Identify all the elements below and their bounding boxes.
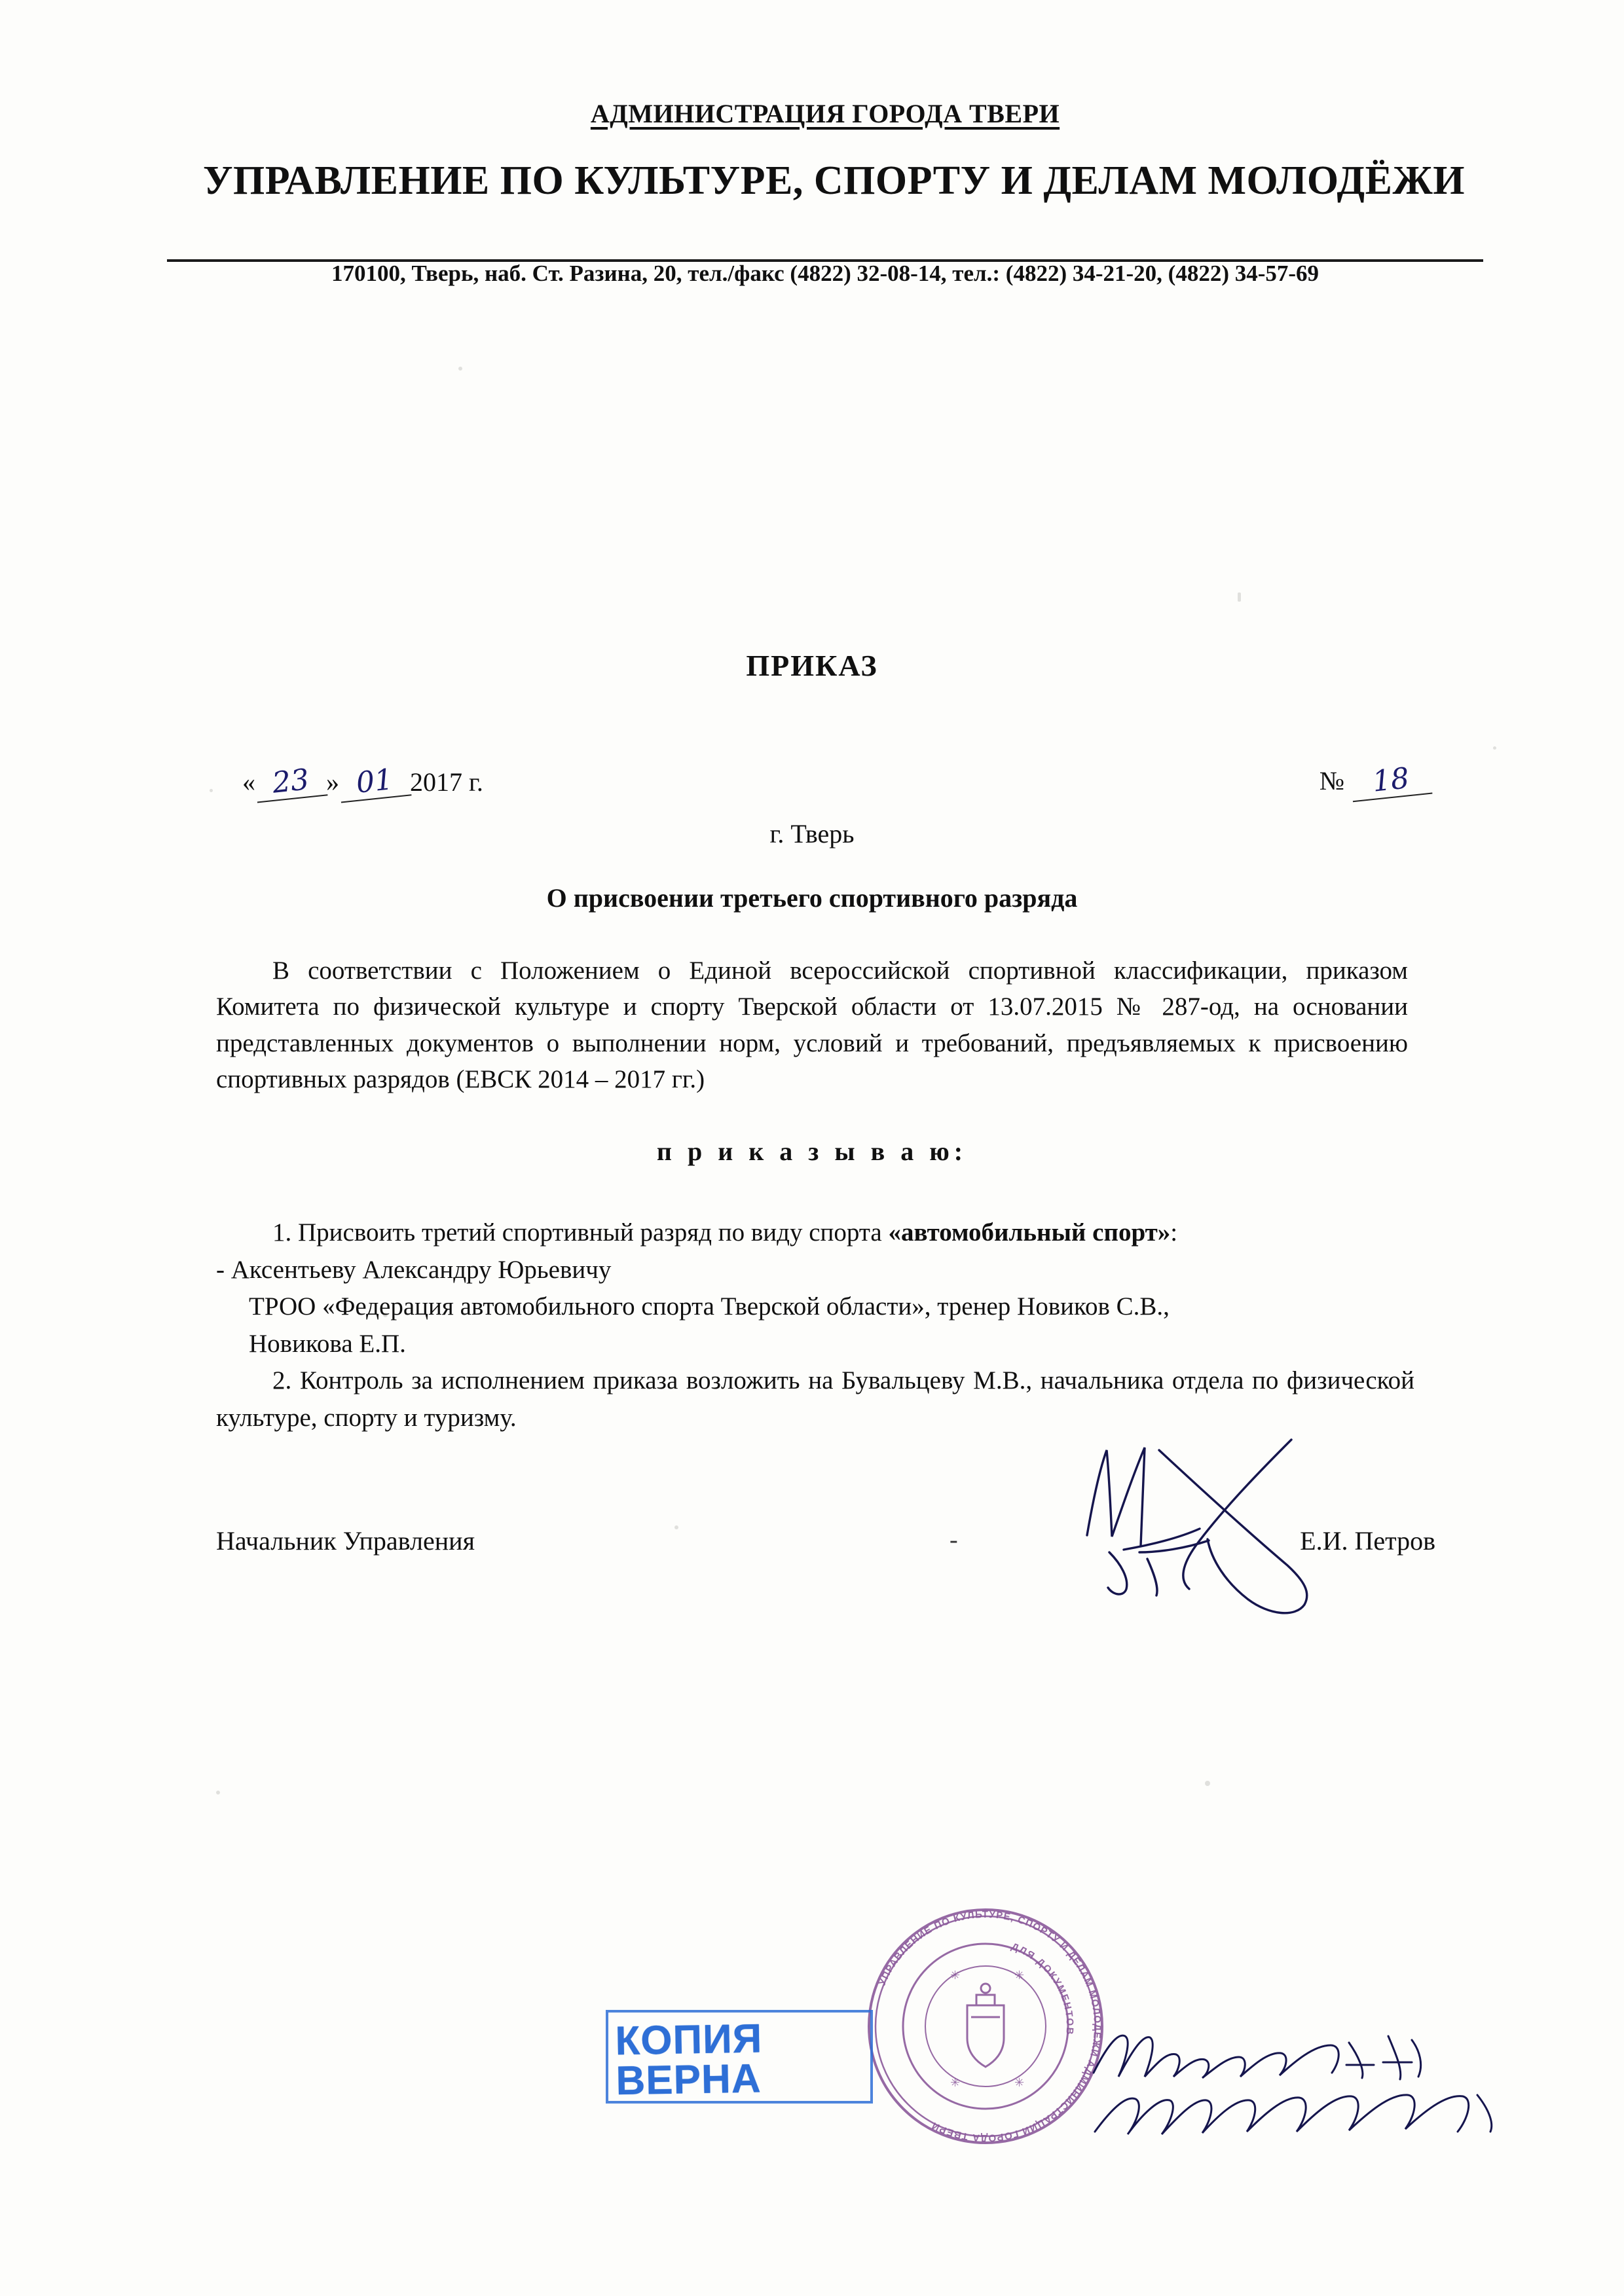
item-1-tail: : xyxy=(1170,1218,1178,1247)
item-1 xyxy=(216,1214,1414,1252)
document-preamble xyxy=(216,953,1408,1098)
official-round-stamp-icon xyxy=(855,1895,1116,2157)
department-name: УПРАВЛЕНИЕ ПО КУЛЬТУРЕ, СПОРТУ И ДЕЛАМ МОЛОДЁЖИ xyxy=(203,158,1466,203)
svg-text:УПРАВЛЕНИЕ ПО КУЛЬТУРЕ, СПОРТУ: УПРАВЛЕНИЕ ПО КУЛЬТУРЕ, СПОРТУ И ДЕЛАМ МОЛОДЁЖИ АДМИНИСТРАЦИИ ГОРОДА ТВЕРИ xyxy=(876,1908,1103,2144)
item-1-sport: «автомобильный спорт» xyxy=(888,1218,1171,1247)
date-year: 2017 г. xyxy=(410,767,483,797)
letterhead xyxy=(203,98,1466,204)
organization-name: АДМИНИСТРАЦИЯ ГОРОДА ТВЕРИ xyxy=(590,99,1060,128)
signature-dash: - xyxy=(950,1526,958,1554)
date-day-handwritten: 23 xyxy=(254,761,328,803)
svg-text:ДЛЯ ДОКУМЕНТОВ: ДЛЯ ДОКУМЕНТОВ xyxy=(1009,1941,1076,2037)
preamble-text: В соответствии с Положением о Единой всероссийской спортивной классификации, приказом Комитета по физической культуре и спорту Тверской области от 13.07.2015 № 287-од, на основании представленных документов о выполнении норм, условий и требований, предъявляемых к присвоению спортивных разрядов (ЕВСК 2014 – 2017 гг.) xyxy=(216,957,1408,1094)
svg-text:✳: ✳ xyxy=(1014,2076,1025,2089)
signer-name: Е.И. Петров xyxy=(1300,1526,1435,1556)
document-city: г. Тверь xyxy=(769,819,855,848)
document-title: ПРИКАЗ xyxy=(746,649,878,682)
handwritten-signature-icon xyxy=(1061,1424,1336,1640)
item-1-person: - Аксентьеву Александру Юрьевичу xyxy=(216,1255,612,1284)
scan-speck xyxy=(674,1525,678,1529)
scan-speck xyxy=(458,367,462,371)
copy-true-line1: КОПИЯ xyxy=(614,2016,763,2064)
svg-text:✳: ✳ xyxy=(950,1969,961,1982)
order-keyword: п р и к а з ы в а ю: xyxy=(656,1137,968,1166)
scan-speck xyxy=(1205,1781,1210,1786)
document-number xyxy=(1320,763,1431,798)
contact-info: 170100, Тверь, наб. Ст. Разина, 20, тел./факс (4822) 32-08-14, тел.: (4822) 34-21-20, (4822) 34-57-69 xyxy=(331,261,1320,286)
number-handwritten: 18 xyxy=(1350,759,1433,802)
item-1-org-line2: Новикова Е.П. xyxy=(249,1329,406,1358)
signer-position: Начальник Управления xyxy=(216,1526,475,1556)
scan-speck xyxy=(1238,592,1241,602)
document-subject: О присвоении третьего спортивного разряда xyxy=(546,883,1078,913)
svg-text:✳: ✳ xyxy=(950,2076,961,2089)
item-2: 2. Контроль за исполнением приказа возложить на Бувальцеву М.В., начальника отдела по физической культуре, спорту и туризму. xyxy=(216,1366,1414,1432)
scan-speck xyxy=(1493,746,1496,750)
item-1-lead: 1. Присвоить третий спортивный разряд по виду спорта xyxy=(272,1218,889,1247)
copy-true-stamp xyxy=(615,2018,865,2102)
order-items xyxy=(216,1214,1414,1436)
scan-speck xyxy=(210,789,213,792)
quote-close: » xyxy=(326,767,339,797)
quote-open: « xyxy=(242,767,255,797)
item-1-org-line1: ТРОО «Федерация автомобильного спорта Тверской области», тренер Новиков С.В., xyxy=(249,1292,1170,1321)
date-month-handwritten: 01 xyxy=(338,761,412,803)
certifier-handwriting-icon xyxy=(1087,2016,1545,2154)
copy-true-line2: ВЕРНА xyxy=(615,2056,762,2104)
svg-text:✳: ✳ xyxy=(1014,1969,1025,1982)
scan-speck xyxy=(216,1791,220,1795)
document-date xyxy=(242,765,483,799)
number-label: № xyxy=(1319,766,1344,795)
